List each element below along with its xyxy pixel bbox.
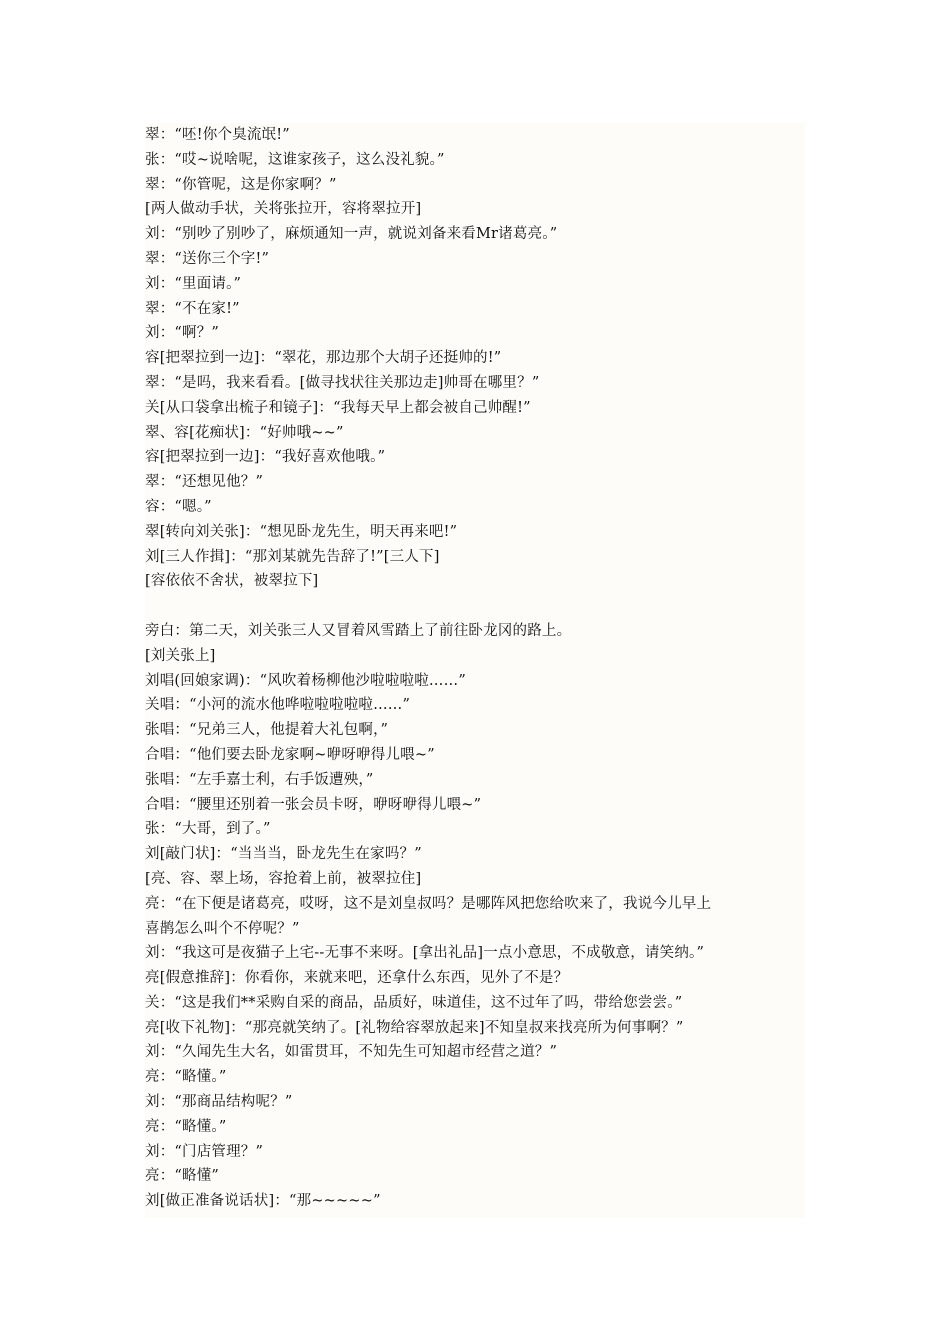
script-line: 关唱：“小河的流水他哗啦啦啦啦啦……”: [145, 697, 411, 714]
script-line: 翠：“不在家!”: [145, 300, 240, 317]
script-line: 亮[收下礼物]：“那亮就笑纳了。[礼物给容翠放起来]不知皇叔来找亮所为何事啊？”: [145, 1019, 684, 1036]
script-line: 亮：“略懂。”: [145, 1069, 227, 1086]
script-line: 亮[假意推辞]：你看你，来就来吧，还拿什么东西，见外了不是？: [145, 970, 569, 987]
script-line: 刘唱(回娘家调)：“风吹着杨柳他沙啦啦啦啦……”: [145, 672, 466, 689]
script-line: 容[把翠拉到一边]：“翠花，那边那个大胡子还挺帅的!”: [145, 350, 502, 367]
script-line: 亮：“略懂”: [145, 1168, 220, 1185]
script-line: 翠：“还想见他？”: [145, 474, 264, 491]
script-line: 合唱：“他们要去卧龙家啊~咿呀咿得儿喂~”: [145, 746, 435, 763]
script-line: 刘：“久闻先生大名，如雷贯耳，不知先生可知超市经营之道？”: [145, 1044, 558, 1061]
script-line: 刘：“里面请。”: [145, 275, 242, 292]
script-text-block: [145, 123, 805, 1218]
narration-line: 旁白：第二天，刘关张三人又冒着风雪踏上了前往卧龙冈的路上。: [145, 622, 572, 639]
script-line: 关：“这是我们**采购自采的商品，品质好，味道佳，这不过年了吗，带给您尝尝。”: [145, 994, 683, 1011]
script-line: 翠：“送你三个字!”: [145, 250, 270, 267]
script-line: 合唱：“腰里还别着一张会员卡呀，咿呀咿得儿喂~”: [145, 796, 482, 813]
script-line: 刘[敲门状]：“当当当，卧龙先生在家吗？”: [145, 846, 422, 863]
script-line: 刘：“我这可是夜猫子上宅--无事不来呀。[拿出礼品]一点小意思，不成敬意，请笑纳。”: [145, 945, 705, 962]
script-line: 亮：“略懂。”: [145, 1118, 227, 1135]
script-line: 容：“嗯。”: [145, 498, 212, 515]
script-line: 刘：“门店管理？”: [145, 1143, 264, 1160]
script-line: 刘[三人作揖]：“那刘某就先告辞了!”[三人下]: [145, 548, 440, 565]
script-line: 张：“哎~说啥呢，这谁家孩子，这么没礼貌。”: [145, 151, 445, 168]
blank-line: [145, 594, 805, 619]
stage-direction: [刘关张上]: [145, 647, 216, 664]
script-line: 张：“大哥，到了。”: [145, 821, 271, 838]
script-line: 张唱：“左手嘉士利，右手饭遭殃，”: [145, 771, 374, 788]
script-line: 关[从口袋拿出梳子和镜子]：“我每天早上都会被自己帅醒!”: [145, 399, 531, 416]
script-line: 翠[转向刘关张]：“想见卧龙先生，明天再来吧!”: [145, 523, 458, 540]
script-line: 翠：“你管呢，这是你家啊？”: [145, 176, 337, 193]
script-line: 张唱：“兄弟三人，他提着大礼包啊，”: [145, 722, 389, 739]
stage-direction: [亮、容、翠上场，容抢着上前，被翠拉住]: [145, 870, 422, 887]
script-line: 刘：“别吵了别吵了，麻烦通知一声，就说刘备来看Mr诸葛亮。”: [145, 226, 558, 243]
script-line: 翠、容[花痴状]：“好帅哦~~”: [145, 424, 344, 441]
script-line: 亮：“在下便是诸葛亮，哎呀，这不是刘皇叔吗？是哪阵风把您给吹来了，我说今儿早上: [145, 895, 712, 912]
script-line: 容[把翠拉到一边]：“我好喜欢他哦。”: [145, 449, 386, 466]
script-line: 刘：“啊？”: [145, 325, 220, 342]
stage-direction: [容依依不舍状，被翠拉下]: [145, 573, 319, 590]
script-line: 刘[做正准备说话状]：“那~~~~~”: [145, 1193, 381, 1210]
script-line-continued: 喜鹊怎么叫个不停呢？”: [145, 920, 300, 937]
stage-direction: [两人做动手状，关将张拉开，容将翠拉开]: [145, 201, 422, 218]
script-line: 刘：“那商品结构呢？”: [145, 1094, 293, 1111]
script-line: 翠：“呸!你个臭流氓!”: [145, 127, 290, 143]
script-line: 翠：“是吗，我来看看。[做寻找状往关那边走]帅哥在哪里？”: [145, 374, 540, 391]
